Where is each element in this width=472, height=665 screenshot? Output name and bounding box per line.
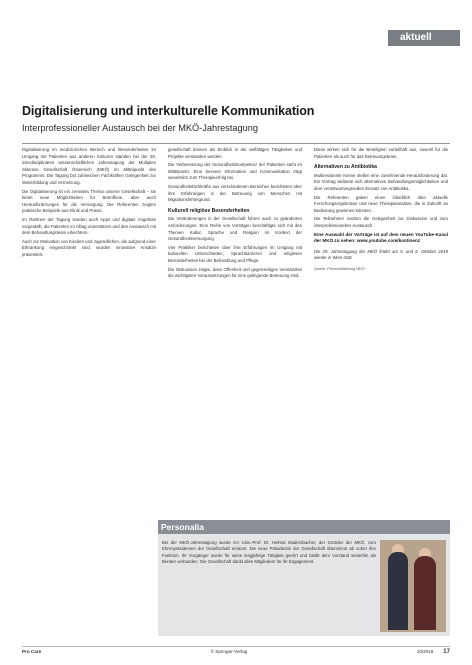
top-band [0,0,472,28]
page-footer [22,646,450,656]
personalia-heading: Personalia [158,520,450,534]
paragraph: Digitalisierung im medizinischen Bereich und Besonderheiten im Umgang mit Patienten aus anderen Kulturen standen bei der 28. interdisziplinären wissenschaftlichen Jahrestagung der Multiplen Sklerose Gesellschaft Österreich (MKÖ) im Mittelpunkt des Programms. Die Tagung bot zahlreichen Fachkräften Gelegenheit zur Weiterbildung und Vernetzung. [22,147,156,185]
column-1 [22,147,156,282]
paragraph: Die Veränderungen in der Gesellschaft führen auch zu geänderten Anforderungen. Eine Reihe von Vorträgen beschäftigte sich mit den Themen Kultur, Sprache und Religion im Kontext der Gesundheitsversorgung. [168,216,302,242]
publisher: © Springer-Verlag [210,649,248,654]
article-subtitle: Interprofessioneller Austausch bei der MKÖ-Jahrestagung [22,123,258,133]
article-header [22,44,450,144]
paragraph: Multiresistente Keime stellen eine zunehmende Herausforderung dar. Ein Vortrag widmete sich alternativen Behandlungsmöglichkeiten und dem verantwortungsvollen Einsatz von Antibiotika. [314,172,448,191]
issue-number: 10/2018 [416,649,434,654]
section-heading: Kulturell religiöse Besonderheiten [168,207,250,214]
personalia-photo [380,540,446,632]
paragraph: Die Teilnehmer nutzten die Gelegenheit zur Diskussion und zum interprofessionellen Austausch. [314,216,448,228]
paragraph: Die Referenten gaben einen Überblick über aktuelle Forschungsergebnisse und neue Therapieansätze, die in Zukunft an Bedeutung gewinnen könnten. [314,194,448,213]
paragraph: Die Diskussion zeigte, dass Offenheit und gegenseitiges Verständnis die wichtigsten Voraussetzungen für eine gelingende Betreuung sind. [168,266,302,279]
paragraph: Auch zur Motivation von Kindern und Jugendlichen, die aufgrund einer Erkrankung eingeschränkt sind, wurden innovative Ansätze präsentiert. [22,238,156,257]
paragraph: Vier Praktiker berichteten über ihre Erfahrungen im Umgang mit kulturellen Unterschieden, Sprachbarrieren und religiösen Besonderheiten bei der Behandlung und Pflege. [168,244,302,263]
next-meeting-note: Die 29. Jahrestagung der MKÖ findet am 5. und 6. Oktober 2019 wieder in Wien statt. [314,248,448,261]
section-tag: aktuell [388,30,460,46]
paragraph: Die Digitalisierung ist ein zentrales Thema unserer Gesellschaft – sie bietet neue Möglichkeiten für Betroffene, aber auch Herausforderungen für die Versorgung. Die Referenten zeigten praktische Beispiele aus Klinik und Praxis. [22,188,156,214]
paragraph: Die Verbesserung der Gesundheitskompetenz der Patienten steht im Mittelpunkt. Eine bessere Information und Kommunikation trägt wesentlich zum Therapieerfolg bei. [168,162,302,181]
section-heading: Alternativen zu Antibiotika [314,164,377,171]
person-figure [414,556,436,630]
column-3 [314,147,448,282]
paragraph: gesellschaft können als Einblick in die vielfältigen Tätigkeiten und Projekte verstanden werden. [168,147,302,159]
youtube-note: Eine Auswahl der Vorträge ist auf dem neuen YouTube-Kanal der MKÖ zu sehen: www.youtube.com/kontinenz [314,231,448,244]
source-note: Quelle: Pressemitteilung MKÖ [314,266,365,271]
paragraph: Diese wirken sich für die Beteiligten vorteilhaft aus, sowohl für die Patienten als auch für das Betreuungsteam. [314,147,448,159]
page-number: 17 [443,649,450,655]
header-divider [22,143,450,144]
article-title: Digitalisierung und interkulturelle Kommunikation [22,104,315,118]
column-2 [168,147,302,282]
footer-right [417,649,450,656]
paragraph: Im Rahmen der Tagung wurden auch Apps und digitale Angebote vorgestellt, die Patienten im Alltag unterstützen und den Austausch mit dem Behandlungsteam erleichtern. [22,216,156,236]
journal-name: Pro Care [22,649,42,654]
personalia-body [158,534,450,636]
article-body [22,147,450,282]
person-figure [388,552,408,630]
personalia-text: Bei der MKÖ-Jahrestagung wurde OA Univ.-Prof. Dr. Helmut Madersbacher, der Gründer der MKÖ, zum Ehrenpräsidenten der Gesellschaft ernannt. Die neue Präsidentin der Gesellschaft übernimmt ab sofort ihre Funktion. Ihr Vorgänger wurde für seine langjährige Tätigkeit geehrt und bleibt dem Vorstand weiterhin als Berater verbunden. Die Gesellschaft dankt allen Mitgliedern für ihr Engagement. [162,540,376,565]
paragraph: Gesundheitsfachkräfte aus verschiedenen Bereichen berichteten über ihre Erfahrungen in der Betreuung von Menschen mit Migrationshintergrund. [168,183,302,203]
personalia-box [158,520,450,636]
